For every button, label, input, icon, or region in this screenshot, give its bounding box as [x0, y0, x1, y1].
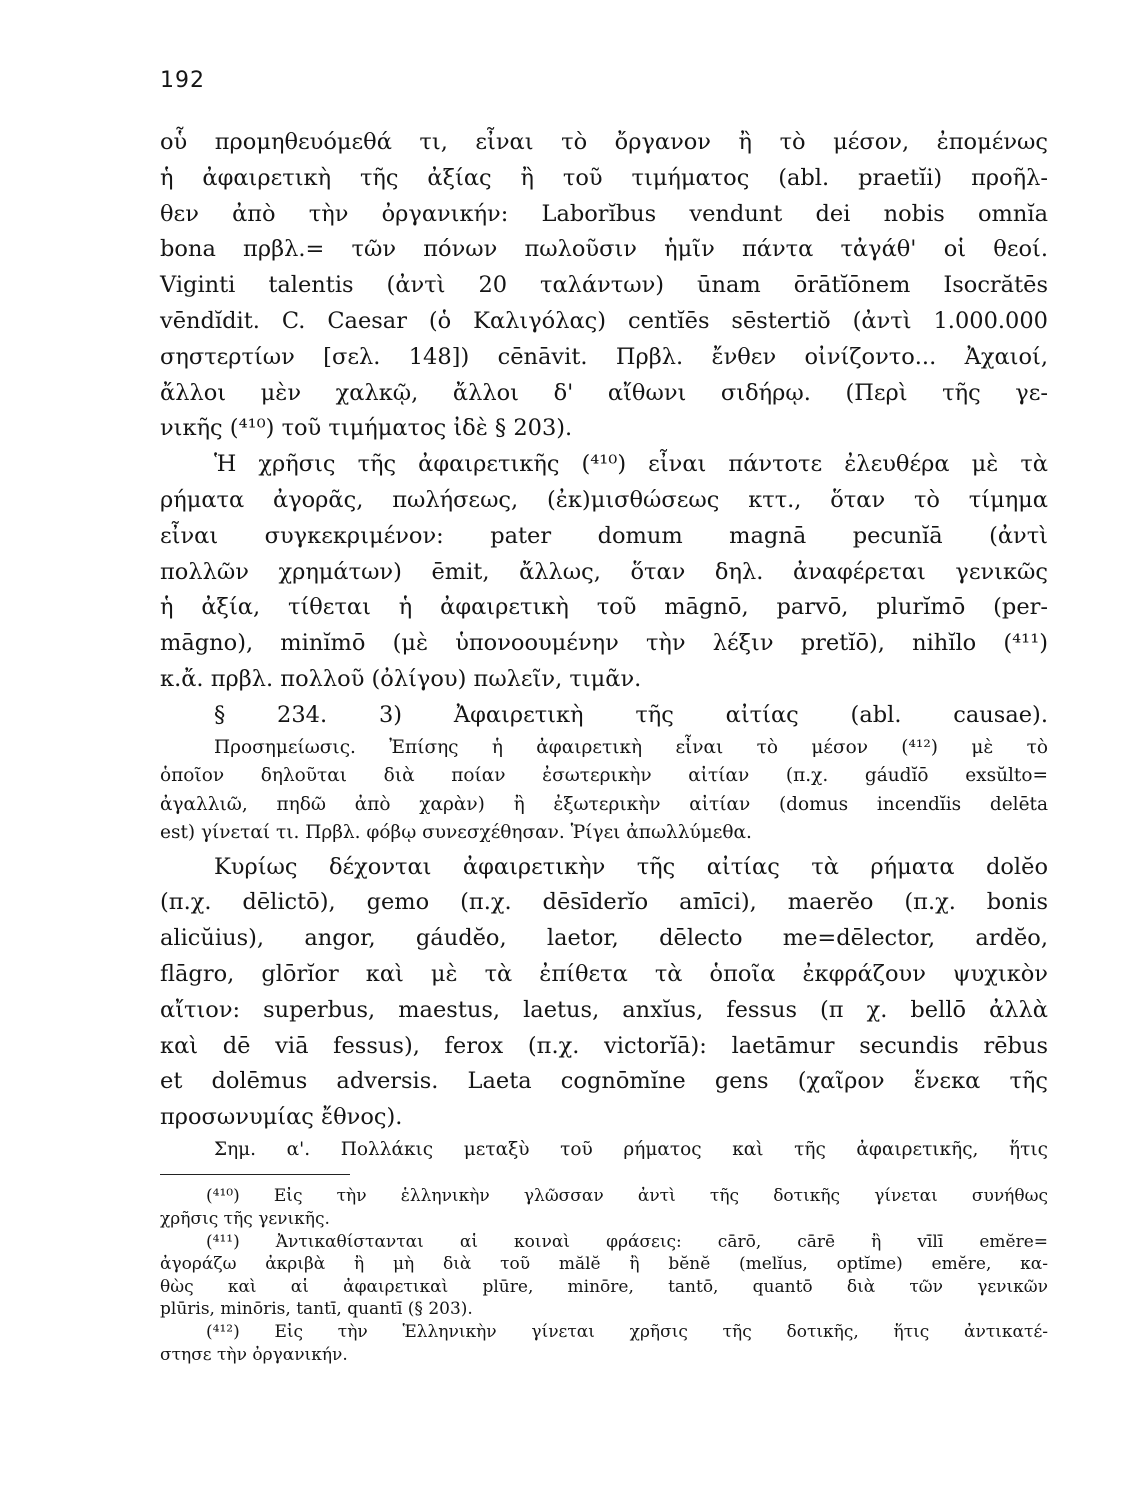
footnotes — [160, 1185, 1048, 1366]
text-line: οὗ προμηθευόμεθά τι, εἶναι τὸ ὄργανον ἢ τὸ μέσον, ἐπομένως — [160, 129, 1048, 155]
footnote-divider — [160, 1174, 350, 1175]
footnote-line: χρῆσις τῆς γενικῆς. — [160, 1209, 330, 1230]
text-line: νικῆς (⁴¹⁰) τοῦ τιμήματος ἰδὲ § 203). — [160, 415, 573, 442]
footnote-line: στησε τὴν ὀργανικήν. — [160, 1344, 348, 1365]
text-line: εἶναι συγκεκριμένον: pater domum magnā pecunĭā (ἀντὶ — [160, 522, 1048, 549]
text-line: αἴτιον: superbus, maestus, laetus, anxĭus, fessus (π χ. bellō ἀλλὰ — [160, 996, 1048, 1023]
footnote-line: ἀγοράζω ἀκριβὰ ἢ μὴ διὰ τοῦ mălĕ ἢ bĕnĕ (melĭus, optĭme) emĕre, κα- — [160, 1254, 1048, 1275]
text-line: καὶ dē viā fessus), ferox (π.χ. victorĭā): laetāmur secundis rēbus — [160, 1032, 1048, 1059]
text-line: alicŭius), angor, gáudĕo, laetor, dēlecto me=dēlector, ardĕo, — [160, 925, 1048, 952]
body-text — [160, 125, 1048, 1366]
note-line: est) γίνεταί τι. Πρβλ. φόβῳ συνεσχέθησαν. Ῥίγει ἀπωλλύμεθα. — [160, 822, 752, 844]
footnote-line: plūris, minōris, tantī, quantī (§ 203). — [160, 1299, 473, 1320]
text-line: ρήματα ἀγορᾶς, πωλήσεως, (ἐκ)μισθώσεως κττ., ὅταν τὸ τίμημα — [160, 486, 1048, 513]
footnote-line: (⁴¹⁰) Εἰς τὴν ἑλληνικὴν γλῶσσαν ἀντὶ τῆς δοτικῆς γίνεται συνήθως — [206, 1186, 1048, 1207]
text-line: (π.χ. dēlictō), gemo (π.χ. dēsīderĭo amīci), maerĕo (π.χ. bonis — [160, 889, 1048, 916]
footnote-line: (⁴¹¹) Ἀντικαθίστανται αἱ κοιναὶ φράσεις: cārō, cārē ἢ vīlī emĕre= — [206, 1231, 1048, 1252]
text-line: Ἡ χρῆσις τῆς ἀφαιρετικῆς (⁴¹⁰) εἶναι πάντοτε ἐλευθέρα μὲ τὰ — [214, 451, 1048, 478]
text-line: ἄλλοι μὲν χαλκῷ, ἄλλοι δ' αἴθωνι σιδήρῳ. (Περὶ τῆς γε- — [160, 379, 1048, 406]
section-heading: § 234. 3) Ἀφαιρετικὴ τῆς αἰτίας (abl. causae). — [214, 701, 1048, 728]
text-line: κ.ἄ. πρβλ. πολλοῦ (ὀλίγου) πωλεῖν, τιμᾶν. — [160, 665, 642, 692]
note-line: ἀγαλλιῶ, πηδῶ ἀπὸ χαρὰν) ἢ ἐξωτερικὴν αἰτίαν (domus incendĭis delēta — [160, 793, 1048, 815]
text-line: Κυρίως δέχονται ἀφαιρετικὴν τῆς αἰτίας τὰ ρήματα dolĕo — [214, 853, 1048, 880]
text-line: vēndĭdit. C. Caesar (ὁ Καλιγόλας) centĭēs sēstertiŏ (ἀντὶ 1.000.000 — [160, 307, 1048, 334]
footnote-line: (⁴¹²) Εἰς τὴν Ἑλληνικὴν γίνεται χρῆσις τῆς δοτικῆς, ἥτις ἀντικατέ- — [206, 1321, 1048, 1342]
remark-line: Σημ. α'. Πολλάκις μεταξὺ τοῦ ρήματος καὶ τῆς ἀφαιρετικῆς, ἥτις — [214, 1138, 1048, 1160]
footnote-line: θὼς καὶ αἱ ἀφαιρετικαὶ plūre, minōre, tantō, quantō διὰ τῶν γενικῶν — [160, 1276, 1048, 1297]
text-line: bona πρβλ.= τῶν πόνων πωλοῦσιν ἡμῖν πάντα τἀγάθ' οἱ θεοί. — [160, 236, 1048, 263]
text-line: σηστερτίων [σελ. 148]) cēnāvit. Πρβλ. ἔνθεν οἰνίζοντο... Ἀχαιοί, — [160, 343, 1048, 370]
text-line: māgno), minĭmō (μὲ ὑπονοουμένην τὴν λέξιν pretĭō), nihĭlo (⁴¹¹) — [160, 630, 1048, 657]
text-line: Viginti talentis (ἀντὶ 20 ταλάντων) ūnam ōrātĭōnem Isocrătēs — [160, 272, 1048, 299]
page-number: 192 — [160, 68, 205, 93]
text-line: θεν ἀπὸ τὴν ὀργανικήν: Laborĭbus vendunt dei nobis omnĭa — [160, 200, 1048, 227]
text-line: flāgro, glōrĭor καὶ μὲ τὰ ἐπίθετα τὰ ὁποῖα ἐκφράζουν ψυχικὸν — [160, 960, 1048, 987]
remark — [160, 1136, 1048, 1165]
text-line: et dolēmus adversis. Laeta cognōmĭne gens (χαῖρον ἕνεκα τῆς — [160, 1068, 1048, 1095]
preliminary-note — [160, 734, 1048, 848]
text-line: ἡ ἀφαιρετικὴ τῆς ἀξίας ἢ τοῦ τιμήματος (abl. praetĭi) προῆλ- — [160, 164, 1048, 191]
text-line: ἡ ἀξία, τίθεται ἡ ἀφαιρετικὴ τοῦ māgnō, parvō, plurĭmō (per- — [160, 594, 1048, 621]
text-line: προσωνυμίας ἔθνος). — [160, 1104, 403, 1131]
note-line: Προσημείωσις. Ἐπίσης ἡ ἀφαιρετικὴ εἶναι τὸ μέσον (⁴¹²) μὲ τὸ — [214, 736, 1048, 758]
note-line: ὁποῖον δηλοῦται διὰ ποίαν ἐσωτερικὴν αἰτίαν (π.χ. gáudĭō exsŭlto= — [160, 765, 1048, 787]
text-line: πολλῶν χρημάτων) ēmit, ἄλλως, ὅταν δηλ. ἀναφέρεται γενικῶς — [160, 558, 1048, 585]
